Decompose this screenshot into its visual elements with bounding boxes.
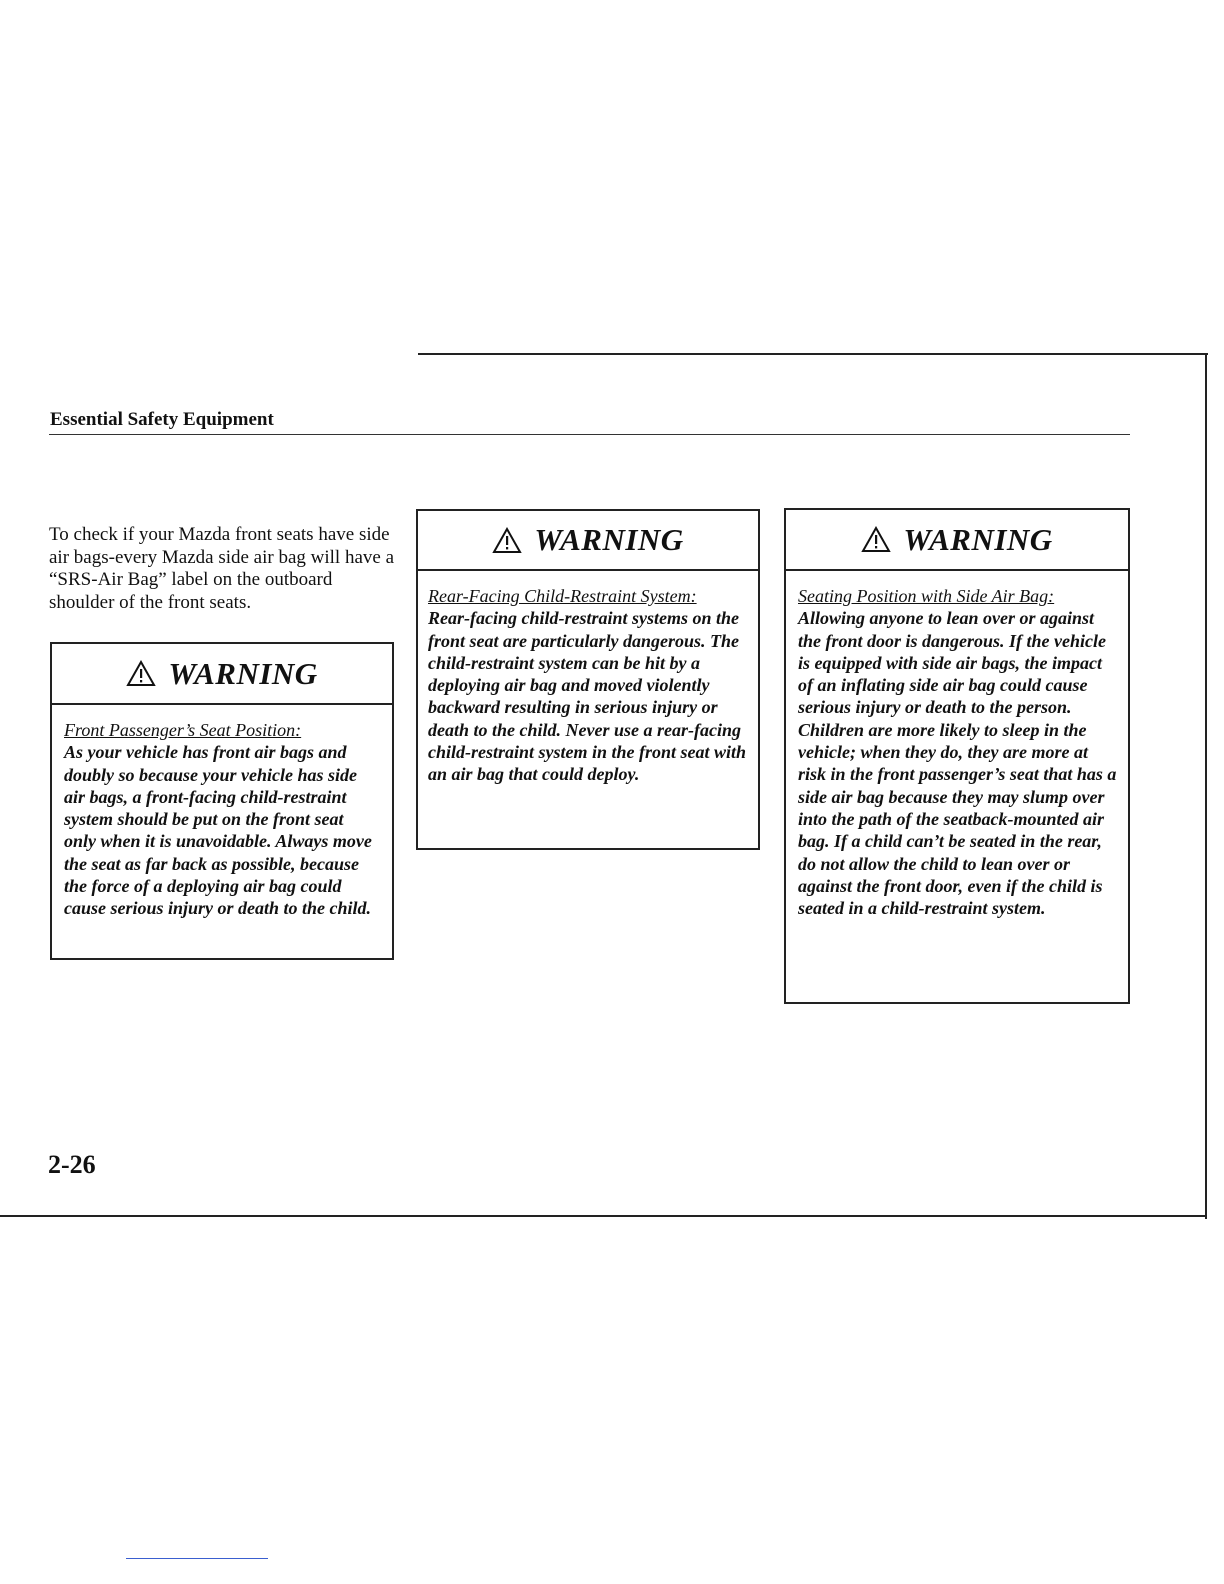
warning-title: WARNING: [903, 521, 1053, 557]
warning-box-side-air-bag: [784, 508, 1130, 1004]
warning-subheading: Seating Position with Side Air Bag:: [798, 586, 1055, 606]
page-bottom-border: [0, 1215, 1207, 1217]
section-title: Essential Safety Equipment: [50, 409, 274, 430]
warning-header: [52, 644, 392, 705]
page-right-border: [1205, 353, 1207, 1219]
header-divider: [49, 434, 1130, 435]
warning-subheading: Rear-Facing Child-Restraint System:: [428, 586, 697, 606]
warning-subheading: Front Passenger’s Seat Position:: [64, 720, 302, 740]
page-number: 2-26: [48, 1150, 96, 1179]
warning-title: WARNING: [168, 655, 318, 691]
warning-header: [418, 511, 758, 571]
warning-body: [52, 705, 392, 930]
warning-body: [418, 571, 758, 796]
warning-triangle-icon: [861, 526, 891, 553]
footer-link-underline: [126, 1558, 268, 1559]
intro-paragraph: To check if your Mazda front seats have side air bags-every Mazda side air bag will have a “SRS-Air Bag” label on the outboard shoulder of the front seats.: [49, 524, 395, 613]
warning-box-front-passenger-seat: [50, 642, 394, 960]
warning-text: Rear-facing child-restraint systems on the front seat are particularly dangerous. The child-restraint system can be hit by a deploying air bag and moved violently backward resulting in serious injury or death to the child. Never use a rear-facing child-restraint system in the front seat with an air bag that could deploy.: [428, 608, 747, 785]
warning-text: As your vehicle has front air bags and doubly so because your vehicle has side air bags, a front-facing child-restraint system should be put on the front seat only when it is unavoidable. Always move the seat as far back as possible, because the force of a deploying air bag could cause serious injury or death to the child.: [64, 742, 372, 919]
warning-triangle-icon: [126, 660, 156, 687]
warning-header: [786, 510, 1128, 571]
warning-text: Allowing anyone to lean over or against the front door is dangerous. If the vehicle is equipped with side air bags, the impact of an inflating side air bag could cause serious injury or death to the person. Children are more likely to sleep in the vehicle; when they do, they are more at risk in the front passenger’s seat that has a side air bag because they may slump over into the path of the seatback-mounted air bag. If a child can’t be seated in the rear, do not allow the child to lean over or against the front door, even if the child is seated in a child-restraint system.: [798, 608, 1117, 919]
warning-triangle-icon: [492, 527, 522, 554]
warning-box-rear-facing-restraint: [416, 509, 760, 850]
page-top-border: [418, 353, 1208, 355]
warning-title: WARNING: [534, 522, 684, 557]
warning-body: [786, 571, 1128, 929]
